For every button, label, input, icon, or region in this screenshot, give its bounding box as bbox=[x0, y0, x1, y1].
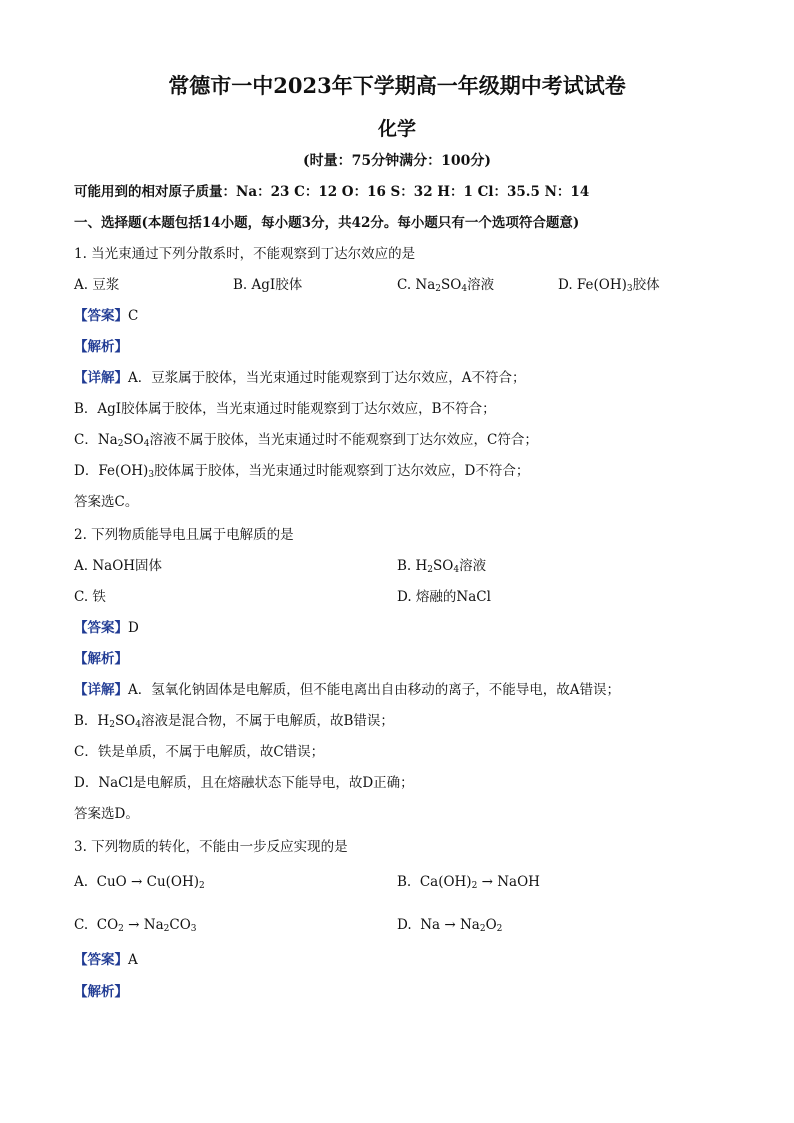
q2-detail-c: C．铁是单质，不属于电解质，故C错误； bbox=[74, 744, 325, 760]
q1-answer: 【答案】C bbox=[74, 308, 139, 324]
answer-label: 【答案】 bbox=[74, 620, 128, 636]
q1-detail-c: C．$Na_2SO_4$溶液不属于胶体，当光束通过时不能观察到丁达尔效应，C符合； bbox=[74, 432, 538, 449]
detail-label: 【详解】 bbox=[74, 370, 128, 386]
q2-answer: 【答案】D bbox=[74, 620, 139, 636]
q3-option-a: A. CuO → $Cu(OH)_2$ bbox=[74, 874, 205, 891]
subject-title: 化学 bbox=[377, 118, 416, 140]
detail-label: 【详解】 bbox=[74, 682, 128, 698]
q2-option-b: B. $H_2SO_4$溶液 bbox=[397, 558, 487, 575]
q2-option-c: C. 铁 bbox=[74, 589, 106, 605]
q1-option-c: C. $Na_2SO_4$溶液 bbox=[397, 277, 495, 294]
analysis-label: 【解析】 bbox=[74, 651, 128, 667]
time-info: (时量：75分钟满分：100分) bbox=[303, 153, 491, 169]
q3-stem: 3. 下列物质的转化，不能由一步反应实现的是 bbox=[74, 839, 348, 855]
q1-detail-d: D．$Fe(OH)_3$胶体属于胶体，当光束通过时能观察到丁达尔效应，D不符合； bbox=[74, 463, 530, 480]
answer-label: 【答案】 bbox=[74, 308, 128, 324]
analysis-label: 【解析】 bbox=[74, 984, 128, 1000]
q1-detail-a: 【详解】A．豆浆属于胶体，当光束通过时能观察到丁达尔效应，A不符合； bbox=[74, 370, 526, 386]
analysis-label: 【解析】 bbox=[74, 339, 128, 355]
q3-option-d: D. $Na \to Na_2O_2$ bbox=[397, 917, 503, 934]
answer-label: 【答案】 bbox=[74, 952, 128, 968]
q3-option-c: C. $CO_2 \to Na_2CO_3$ bbox=[74, 917, 197, 934]
exam-title: 常德市一中2023年下学期高一年级期中考试试卷 bbox=[168, 73, 626, 98]
q3-option-b: B. $Ca(OH)_2$ → NaOH bbox=[397, 874, 540, 891]
q1-stem: 1. 当光束通过下列分散系时，不能观察到丁达尔效应的是 bbox=[74, 246, 416, 262]
q2-stem: 2. 下列物质能导电且属于电解质的是 bbox=[74, 527, 294, 543]
q3-analysis bbox=[74, 983, 128, 1001]
q1-detail-b: B．AgI胶体属于胶体，当光束通过时能观察到丁达尔效应，B不符合； bbox=[74, 401, 496, 417]
q3-answer: 【答案】A bbox=[74, 952, 138, 968]
q1-analysis bbox=[74, 338, 128, 356]
q1-conclusion: 答案选C。 bbox=[74, 494, 139, 510]
q1-option-b: B. AgI胶体 bbox=[233, 277, 303, 293]
q2-option-a: A. NaOH固体 bbox=[74, 558, 163, 574]
q1-option-d: D. $Fe(OH)_3$胶体 bbox=[558, 277, 660, 294]
q2-detail-a: 【详解】A．氢氧化钠固体是电解质，但不能电离出自由移动的离子，不能导电，故A错误； bbox=[74, 682, 620, 698]
q2-analysis bbox=[74, 650, 128, 668]
q2-detail-d: D．NaCl是电解质，且在熔融状态下能导电，故D正确； bbox=[74, 775, 414, 791]
q2-option-d: D. 熔融的NaCl bbox=[397, 589, 491, 605]
atomic-masses: 可能用到的相对原子质量：Na：23 C：12 O：16 S：32 H：1 Cl：35.5 N：14 bbox=[74, 184, 590, 200]
q1-option-a: A. 豆浆 bbox=[74, 277, 120, 293]
q2-detail-b: B．$H_2SO_4$溶液是混合物，不属于电解质，故B错误； bbox=[74, 713, 394, 730]
section-heading: 一、选择题(本题包括14小题，每小题3分，共42分。每小题只有一个选项符合题意) bbox=[74, 215, 580, 231]
q2-conclusion: 答案选D。 bbox=[74, 806, 139, 822]
